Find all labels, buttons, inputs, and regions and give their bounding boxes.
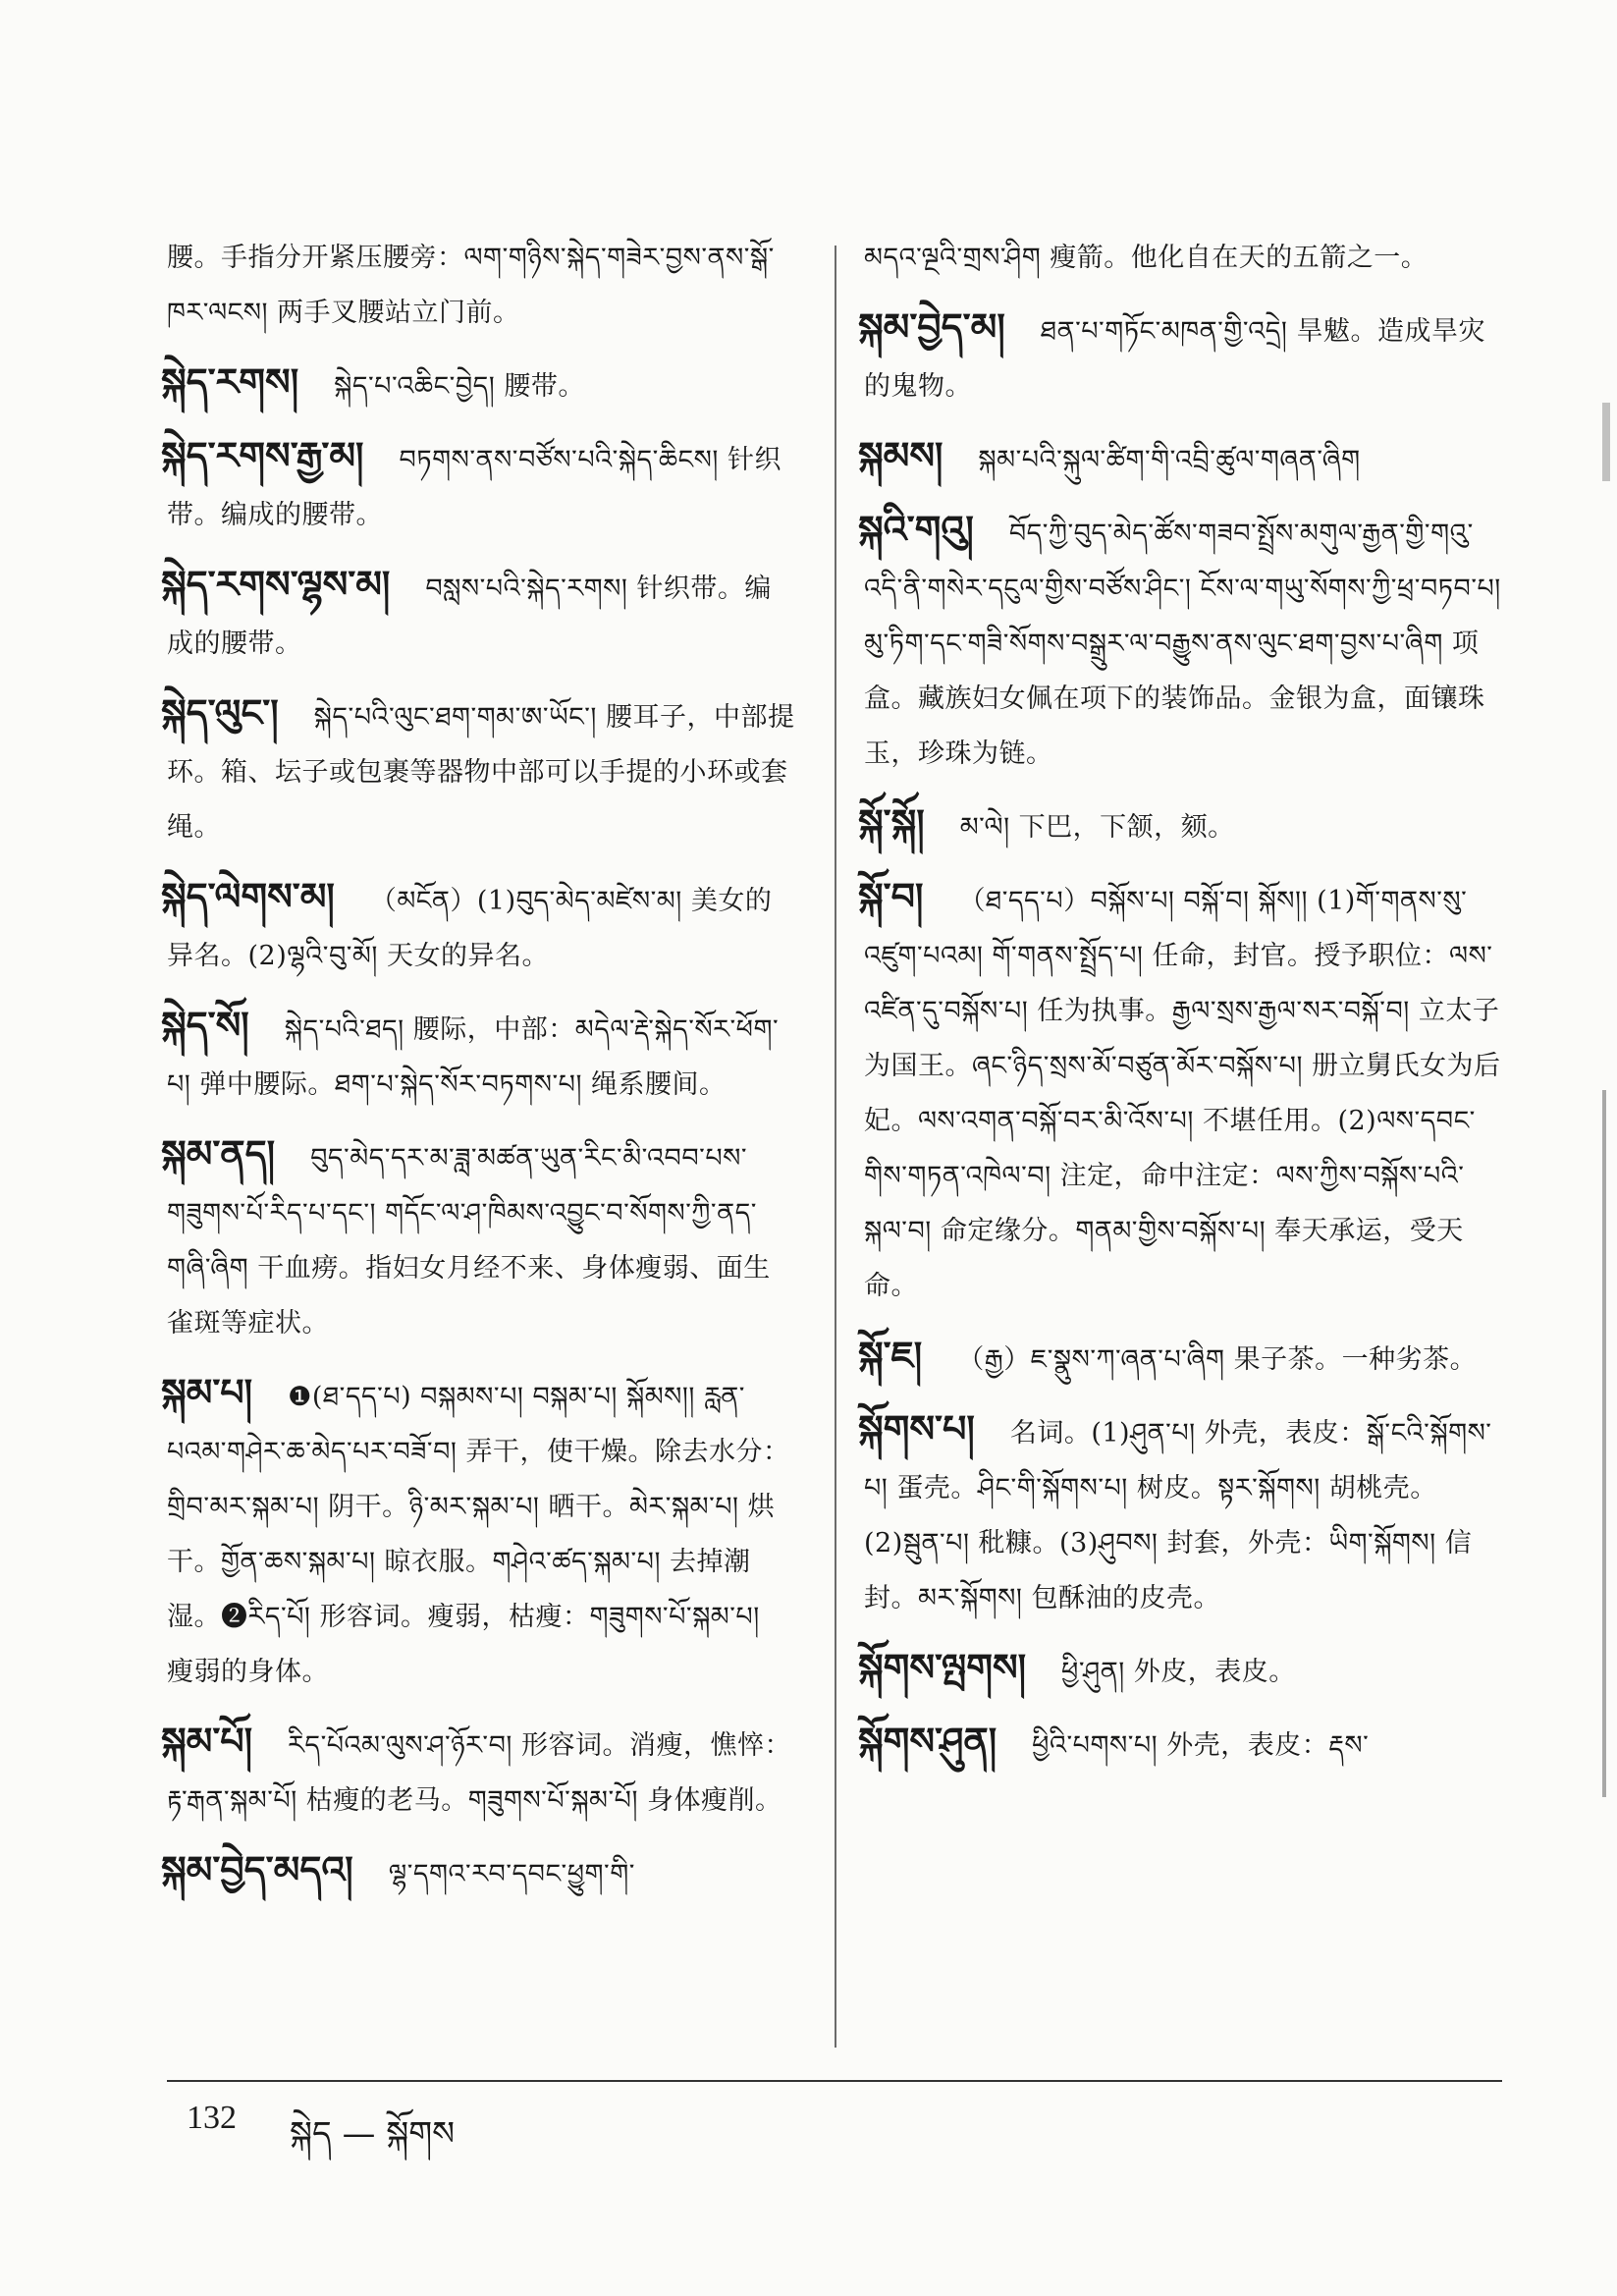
dictionary-entry — [161, 685, 795, 855]
entry-definition: བཏགས་ནས་བཙོས་པའི་སྐེད་ཆིངས། 针织带。编成的腰带。 — [167, 445, 782, 530]
entry-headword: སྐོ་ཇ། — [858, 1334, 923, 1377]
entry-definition: བོད་ཀྱི་བུད་མེད་ཚོས་གཟབ་སྤྲོས་མགུལ་རྒྱན་གྱི་གའུ་འདི་ནི་གསེར་དངུལ་གྱིས་བཙོས་ཤིང་། ངོས་ལ་གཡུ་སོགས་ཀྱི་ཕྲ་བཏབ་པ། མུ་ཏིག་དང་གཟི་སོགས་བསྒྲུར་ལ་བརྒྱུས་ནས་ལུང་ཐག་བྱས་པ་ཞིག 项盒。藏族妇女佩在项下的装饰品。金银为盒，面镶珠玉，珍珠为链。 — [864, 519, 1501, 769]
entry-definition: ལྷ་དགའ་རབ་དབང་ཕྱུག་གི་ — [388, 1859, 635, 1889]
entry-definition: བསླས་པའི་སྐེད་རགས། 针织带。编成的腰带。 — [167, 574, 772, 659]
dictionary-entry — [161, 998, 795, 1113]
scan-edge-mark — [1602, 403, 1610, 481]
entry-definition: ཕྱིའི་པགས་པ། 外壳，表皮：རྡས་ — [1032, 1730, 1370, 1761]
entry-headword: སྐོ་སྐོ། — [858, 801, 925, 845]
dictionary-entry — [161, 355, 795, 414]
entry-definition: （ཐ་དད་པ）བསྐོས་པ། བསྐོ་བ། སྐོས།། (1)གོ་གནས་སུ་འཛུག་པའམ། གོ་གནས་སྤྲོད་པ། 任命，封官。授予职位：ལས་འཛིན་དུ་བསྐོས་པ། 任为执事。རྒྱལ་སྲས་རྒྱལ་སར་བསྐོ་བ། 立太子为国王。ཞང་ཉིད་སྲས་མོ་བཙུན་མོར་བསྐོས་པ། 册立舅氏女为后妃。ལས་འགན་བསྐོ་བར་མི་འོས་པ། 不堪任用。(2)ལས་དབང་གིས་གཏན་འཁེལ་བ། 注定，命中注定：ལས་ཀྱིས་བསྐོས་པའི་སྐལ་བ། 命定缘分。གནམ་གྱིས་བསྐོས་པ། 奉天承运，受天命。 — [864, 886, 1501, 1301]
dictionary-entry — [858, 869, 1502, 1314]
dictionary-entry — [858, 795, 1502, 855]
dictionary-entry — [161, 557, 795, 672]
left-column — [161, 231, 795, 1916]
entry-definition: སྐེད་པའི་ཐད། 腰际，中部：མདེལ་རྡེ་སྐེད་སོར་ཕོག་པ། 弹中腰际。ཐག་པ་སྐེད་སོར་བཏགས་པ། 绳系腰间。 — [167, 1014, 780, 1100]
dictionary-entry — [167, 231, 795, 341]
entry-definition: ❶(ཐ་དད་པ) བསྐམས་པ། བསྐམ་པ། སྐོམས།། རླན་པའམ་གཤེར་ཆ་མེད་པར་བཟོ་བ། 弄干，使干燥。除去水分：གྲིབ་མར་སྐམ་པ། 阴干。ཉི་མར་སྐམ་པ། 晒干。མེར་སྐམ་པ། 烘干。གྱོན་ཆས་སྐམ་པ། 晾衣服。གཤེའ་ཚད་སྐམ་པ། 去掉潮湿。❷རིད་པོ། 形容词。瘦弱，枯瘦：གཟུགས་པོ་སྐམ་པ། 瘦弱的身体。 — [167, 1382, 790, 1687]
entry-definition: སྐེད་པའི་ལུང་ཐག་གམ་ཨ་ཡོང་། 腰耳子，中部提环。箱、坛子或包裹等器物中部可以手提的小环或套绳。 — [167, 702, 795, 843]
dictionary-entry — [161, 1842, 795, 1902]
dictionary-entry — [161, 869, 795, 984]
entry-headword: སྐོགས་ཤུན། — [858, 1720, 997, 1763]
entry-definition: （རྒྱ）ཇ་སྣུས་ཀ་ཞན་པ་ཞིག 果子茶。一种劣茶。 — [957, 1344, 1478, 1375]
entry-definition: ཕྱི་ཤུན། 外皮，表皮。 — [1061, 1657, 1296, 1687]
dictionary-entry — [858, 300, 1502, 414]
entry-definition: མ་ལེ། 下巴，下颔，颏。 — [959, 812, 1235, 843]
entry-definition: མདའ་ལྔའི་གྲས་ཤིག 瘦箭。他化自在天的五箭之一。 — [864, 243, 1428, 273]
running-head: སྐེད — སྐོགས — [290, 2114, 456, 2154]
right-column — [858, 231, 1502, 1787]
footer-rule — [167, 2080, 1502, 2082]
entry-headword: སྐོ་བ། — [858, 875, 924, 918]
entry-headword: སྐམ་བྱེད་མ། — [858, 305, 1005, 349]
column-divider — [835, 246, 836, 2048]
scan-edge-mark — [1602, 1090, 1606, 1797]
entry-headword: སྐམ་ནད། — [161, 1132, 276, 1175]
entry-headword: སྐེད་ལུང་། — [161, 691, 279, 735]
dictionary-entry — [858, 1714, 1502, 1774]
dictionary-entry — [864, 231, 1502, 286]
entry-definition: 腰。手指分开紧压腰旁：ལག་གཉིས་སྐེད་གཟེར་བྱས་ནས་སྒོ་ཁར་ལངས། 两手叉腰站立门前。 — [167, 243, 775, 328]
entry-headword: སྐམ་བྱེད་མདའ། — [161, 1848, 353, 1891]
entry-headword: སྐམ་པོ། — [161, 1720, 253, 1763]
entry-definition: 名词。(1)ཤུན་པ། 外壳，表皮：སྒོ་ངའི་སྐོགས་པ། 蛋壳。ཤིང་གི་སྐོགས་པ། 树皮。སྟར་སྐོགས། 胡桃壳。(2)སྦུན་པ། 秕糠。(3)ཤུབས། 封套，外壳：ཡིག་སྐོགས། 信封。མར་སྐོགས། 包酥油的皮壳。 — [864, 1418, 1492, 1613]
dictionary-entry — [161, 428, 795, 543]
dictionary-entry — [858, 1401, 1502, 1626]
dictionary-entry — [161, 1714, 795, 1829]
dictionary-entry — [858, 1328, 1502, 1388]
entry-headword: སྐའི་གའུ། — [858, 508, 974, 551]
entry-headword: སྐམས། — [858, 434, 943, 477]
dictionary-entry — [858, 428, 1502, 488]
entry-headword: སྐེད་རགས། — [161, 360, 299, 404]
dictionary-entry — [858, 502, 1502, 782]
dictionary-entry — [161, 1126, 795, 1351]
entry-headword: སྐེད་སོ། — [161, 1004, 249, 1047]
entry-headword: སྐོགས་པ། — [858, 1407, 975, 1450]
page-number: 132 — [187, 2100, 237, 2136]
entry-definition: རིད་པོའམ་ལུས་ཤ་ཉོར་བ། 形容词。消瘦，憔悴：རྟ་རྒན་སྐམ་པོ། 枯瘦的老马。གཟུགས་པོ་སྐམ་པོ། 身体瘦削。 — [167, 1730, 791, 1816]
entry-headword: སྐམ་པ། — [161, 1371, 253, 1414]
entry-definition: སྐེད་པ་འཆིང་བྱེད། 腰带。 — [334, 371, 585, 402]
entry-headword: སྐེད་རགས་ལྷས་མ། — [161, 563, 391, 606]
entry-headword: སྐེད་ལེགས་མ། — [161, 875, 335, 918]
entry-definition: ཐན་པ་གཏོང་མཁན་གྱི་འདྲེ། 旱魃。造成旱灾的鬼物。 — [864, 316, 1485, 402]
entry-headword: སྐོགས་ལྤགས། — [858, 1646, 1027, 1689]
entry-definition: （མངོན）(1)བུད་མེད་མཛེས་མ། 美女的异名。(2)ལྷའི་བུ་མོ། 天女的异名。 — [167, 886, 773, 971]
dictionary-entry — [858, 1640, 1502, 1700]
entry-headword: སྐེད་རགས་རྒྱ་མ། — [161, 434, 364, 477]
entry-definition: སྐམ་པའི་སྐུལ་ཚིག་གི་འབྲི་ཚུལ་གཞན་ཞིག — [978, 445, 1361, 475]
entry-definition: བུད་མེད་དར་མ་ཟླ་མཚན་ཡུན་རིང་མི་འབབ་པས་གཟུགས་པོ་རིད་པ་དང་། གདོང་ལ་ཤ་ཁིམས་འབྱུང་བ་སོགས་ཀྱི་ནད་གཞི་ཞིག 干血痨。指妇女月经不来、身体瘦弱、面生雀斑等症状。 — [167, 1143, 771, 1339]
dictionary-entry — [161, 1365, 795, 1700]
